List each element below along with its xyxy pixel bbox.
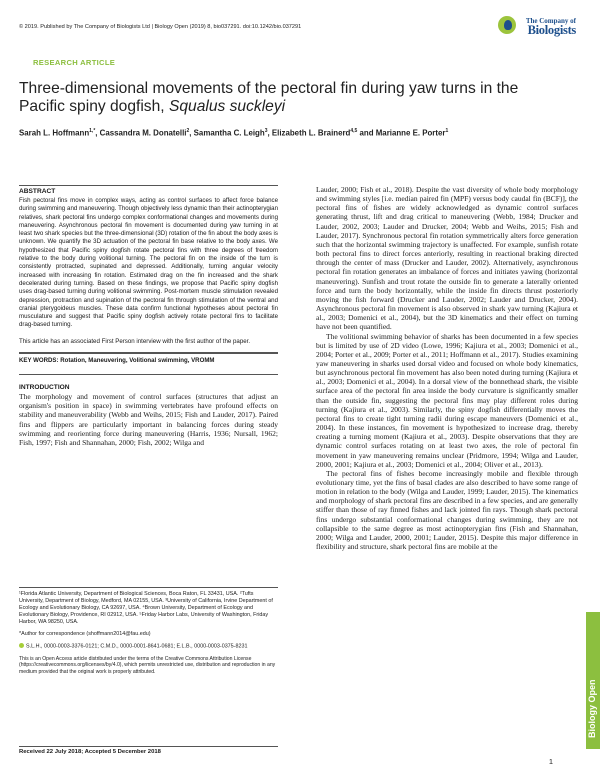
author-affiliation-marker: 3 — [264, 128, 268, 134]
side-tab-label: Biology Open — [587, 679, 597, 738]
journal-side-tab — [586, 612, 600, 749]
title-main: Three-dimensional movements of the pectoral fin during yaw turns in the Pacific spiny dogfish, — [19, 80, 519, 115]
logo-line1: The Company of — [525, 17, 576, 25]
introduction-text — [19, 392, 278, 447]
author-name: Samantha C. Leigh — [193, 128, 265, 138]
first-person-note: This article has an associated First Person interview with the first author of the paper. — [19, 337, 251, 345]
author-affiliation-marker: 1,* — [89, 128, 96, 134]
introduction-paragraph: The morphology and movement of control surfaces (structures that adjust an organism's position in space) in swimming vertebrates have profound effects on stability and maneuverability (Webb and Weihs, 2015; Fish and Lauder, 2017). Paired fins and flippers are particularly important in balancing forces during steady swimming and reorienting force during maneuvering (Harris, 1936; Nursall, 1962; Fish, 1997; Fish and Shannahan, 2000; Fish, 2002; Wilga and — [19, 392, 278, 447]
author-separator: , — [95, 128, 100, 138]
logo-line2: Biologists — [527, 23, 576, 37]
author-name: Marianne E. Porter — [375, 128, 446, 138]
publisher-logo[interactable] — [498, 10, 578, 40]
right-column-text — [316, 185, 578, 551]
author-name: Sarah L. Hoffmann — [19, 128, 90, 138]
keywords-values: Rotation, Maneuvering, Volitional swimming, VROMM — [60, 357, 215, 365]
author-affiliation-marker: 1 — [445, 128, 449, 134]
affiliations: ¹Florida Atlantic University, Department of Biological Sciences, Boca Raton, FL 33431, USA. ²Tufts University, Department of Biology, Medford, MA 02155, USA. ³University of California, Irvine Department of Ecology and Evolutionary Biology, CA 92697, USA. ⁴Brown University, Department of Ecology and Evolutionary Biology, Providence, RI 02912, USA. ⁵Friday Harbor Labs, University of Washington, Friday Harbor, WA 98250, USA. — [19, 591, 273, 625]
introduction-heading: INTRODUCTION — [19, 384, 70, 392]
right-column — [316, 185, 578, 551]
author-separator: , — [189, 128, 194, 138]
correspondence-note[interactable]: *Author for correspondence (shoffmann2014@fau.edu) — [19, 631, 151, 637]
orcid-icon — [19, 643, 24, 648]
author-name: Elizabeth L. Brainerd — [271, 128, 351, 138]
journal-citation-header: © 2019. Published by The Company of Biologists Ltd | Biology Open (2019) 8, bio037291. doi:10.1242/bio.037291 — [19, 24, 302, 30]
orcid-ids — [19, 643, 278, 651]
author-name: Cassandra M. Donatelli — [99, 128, 187, 138]
license-text: This is an Open Access article distributed under the terms of the Creative Commons Attribution License (https://creativecommons.org/licenses/by/4.0), which permits unrestricted use, distribution and reproduction in any medium provided that the original work is properly attributed. — [19, 655, 276, 675]
abstract-text: Fish pectoral fins move in complex ways, acting as control surfaces to affect force balance during swimming and maneuvering. Though objectively less dynamic than their actinopterygian relatives, shark pectoral fins undergo complex conformational changes and movements during maneuvering. Asynchronous pectoral fin movement is documented during yaw turning in at least two shark species but the three-dimensional (3D) rotation of the fin about the body axes is unknown. We quantify the 3D actuation of the pectoral fin base relative to the body axes. We hypothesized that Pacific spiny dogfish rotate pectoral fins with three degrees of freedom relative to the body during volitional turning. The pectoral fin on the inside of the turn is consistently protracted, supinated and depressed. Additionally, turning angular velocity increased with increasing fin rotation. Estimated drag on the fin increased and the shark decelerated during turning. Based on these findings, we propose that Pacific spiny dogfish uses drag-based turning during volitional swimming. Post-mortem muscle stimulation revealed depression, protraction and supination of the pectoral fin through stimulation of the ventral and cranial pterygoideus muscles. These data confirm functional hypotheses about pectoral fin musculature and suggest that Pacific spiny dogfish actively rotate pectoral fins to facilitate drag-based turning. — [19, 197, 278, 329]
page-number: 1 — [548, 757, 553, 766]
author-separator: , — [267, 128, 272, 138]
body-paragraph-3: The pectoral fins of fishes become increasingly mobile and flexible through evolutionary time, yet the fins of basal clades are also described to have some range of motion in relation to the body (Wilga and Lauder, 1999; Lauder, 2015). The kinematics and morphology of shark pectoral fins are described in a few species, and are generally stiffer than those of ray finned fishes and lack jointed fin rays. Though shark pectoral fins undergo substantial conformational changes during swimming, they are not collapsible to the same degree as most actinopterygian fins (Fish and Shannahan, 2000; Wilga and Lauder, 2000, 2001; Lauder, 2015). Despite this major difference in flexibility and structure, shark pectoral fins are mobile at the — [316, 468, 578, 552]
article-title — [19, 80, 539, 116]
abstract-heading: ABSTRACT — [19, 188, 56, 195]
author-affiliation-marker: 4,5 — [350, 128, 358, 134]
received-dates: Received 22 July 2018; Accepted 5 December 2018 — [19, 746, 278, 755]
footnotes — [19, 587, 278, 675]
author-affiliation-marker: 2 — [186, 128, 190, 134]
author-list — [19, 125, 539, 140]
title-species: Squalus suckleyi — [168, 98, 286, 115]
keywords-label: KEY WORDS: — [19, 357, 61, 365]
author-separator: and — [357, 128, 376, 138]
body-paragraph-2: The volitional swimming behavior of sharks has been documented in a few species but is limited by use of 2D video (Lowe, 1996; Kajiura et al., 2003; Domenici et al., 2004; Porter et al., 2009; Porter et al., 2011; Hoffmann et al., 2017). Studies examining yaw maneuvering in sharks used dorsal video and focused on whole body kinematics, but asynchronous pectoral fin movement has also been noted during turning (Kajiura et al., 2003; Domenici et al., 2004). In a dorsal view of the bonnethead shark, the visible surface area of the pectoral fin area inside the body curvature is significantly smaller than the outside fin, suggesting the pectoral fins may play different roles during turning (Kajiura et al., 2003). Similarly, the spiny dogfish differentially moves the pectoral fins to create tight turning radii during escape maneuvers (Domenici et al., 2004). In these instances, fin movement is hypothesized to increase drag, thereby creating a turning moment (Kajiura et al., 2003). Despite observations that they are dynamic control surfaces rotating on at least two axes, the role of pectoral fin movement in yaw maneuvering remains unclear (Pridmore, 1994; Wilga and Lauder, 2000, 2001; Kajiura et al., 2003; Domenici et al., 2004; Oliver et al., 2013). — [316, 331, 579, 469]
left-column — [19, 185, 278, 447]
keywords — [19, 353, 278, 375]
orcid-text[interactable]: S.L.H., 0000-0003-3376-0121; C.M.D., 0000-0001-8641-0681; E.L.B., 0000-0003-0375-8231 — [26, 643, 248, 650]
logo-icon — [498, 16, 516, 34]
abstract — [19, 185, 278, 353]
body-paragraph-1: Lauder, 2000; Fish et al., 2018). Despite the vast diversity of whole body morphology and swimming styles [i.e. median paired fin (MPF) versus body caudal fin (BCF)], the pectoral fins of fishes are widely acknowledged as dynamic control surfaces generating thrust, lift and drag critical to maneuvering (Webb, 1984; Drucker and Lauder, 2002, 2003; Lauder and Drucker, 2004; Webb and Weihs, 2015; Fish and Lauder, 2017). Synchronous pectoral fin rotation symmetrically alters force generation such that the horizontal swimming trajectory is unaffected. For example, sunfish rotate both pectoral fins to direct forces anteriorly, resulting in reactional braking directed through the center of mass (Drucker and Lauder, 2002). Alternatively, asynchronous pectoral fin rotation generates an imbalance of forces and initiates yawing (horizontal maneuvering). Sunfish and trout rotate the outside fin to generate a laterally oriented force and turn the body horizontally, while the inside fin directs thrust posteriorly moving the fish forward (Drucker and Lauder, 2002; Lauder and Drucker, 2004). Asynchronous pectoral fin movement is also observed in shark yaw turning (Kajiura et al., 2003; Domenici et al., 2004), but the 3D kinematics and their effect on turning have not been quantified. — [316, 185, 578, 332]
article-type-label: RESEARCH ARTICLE — [33, 58, 116, 67]
